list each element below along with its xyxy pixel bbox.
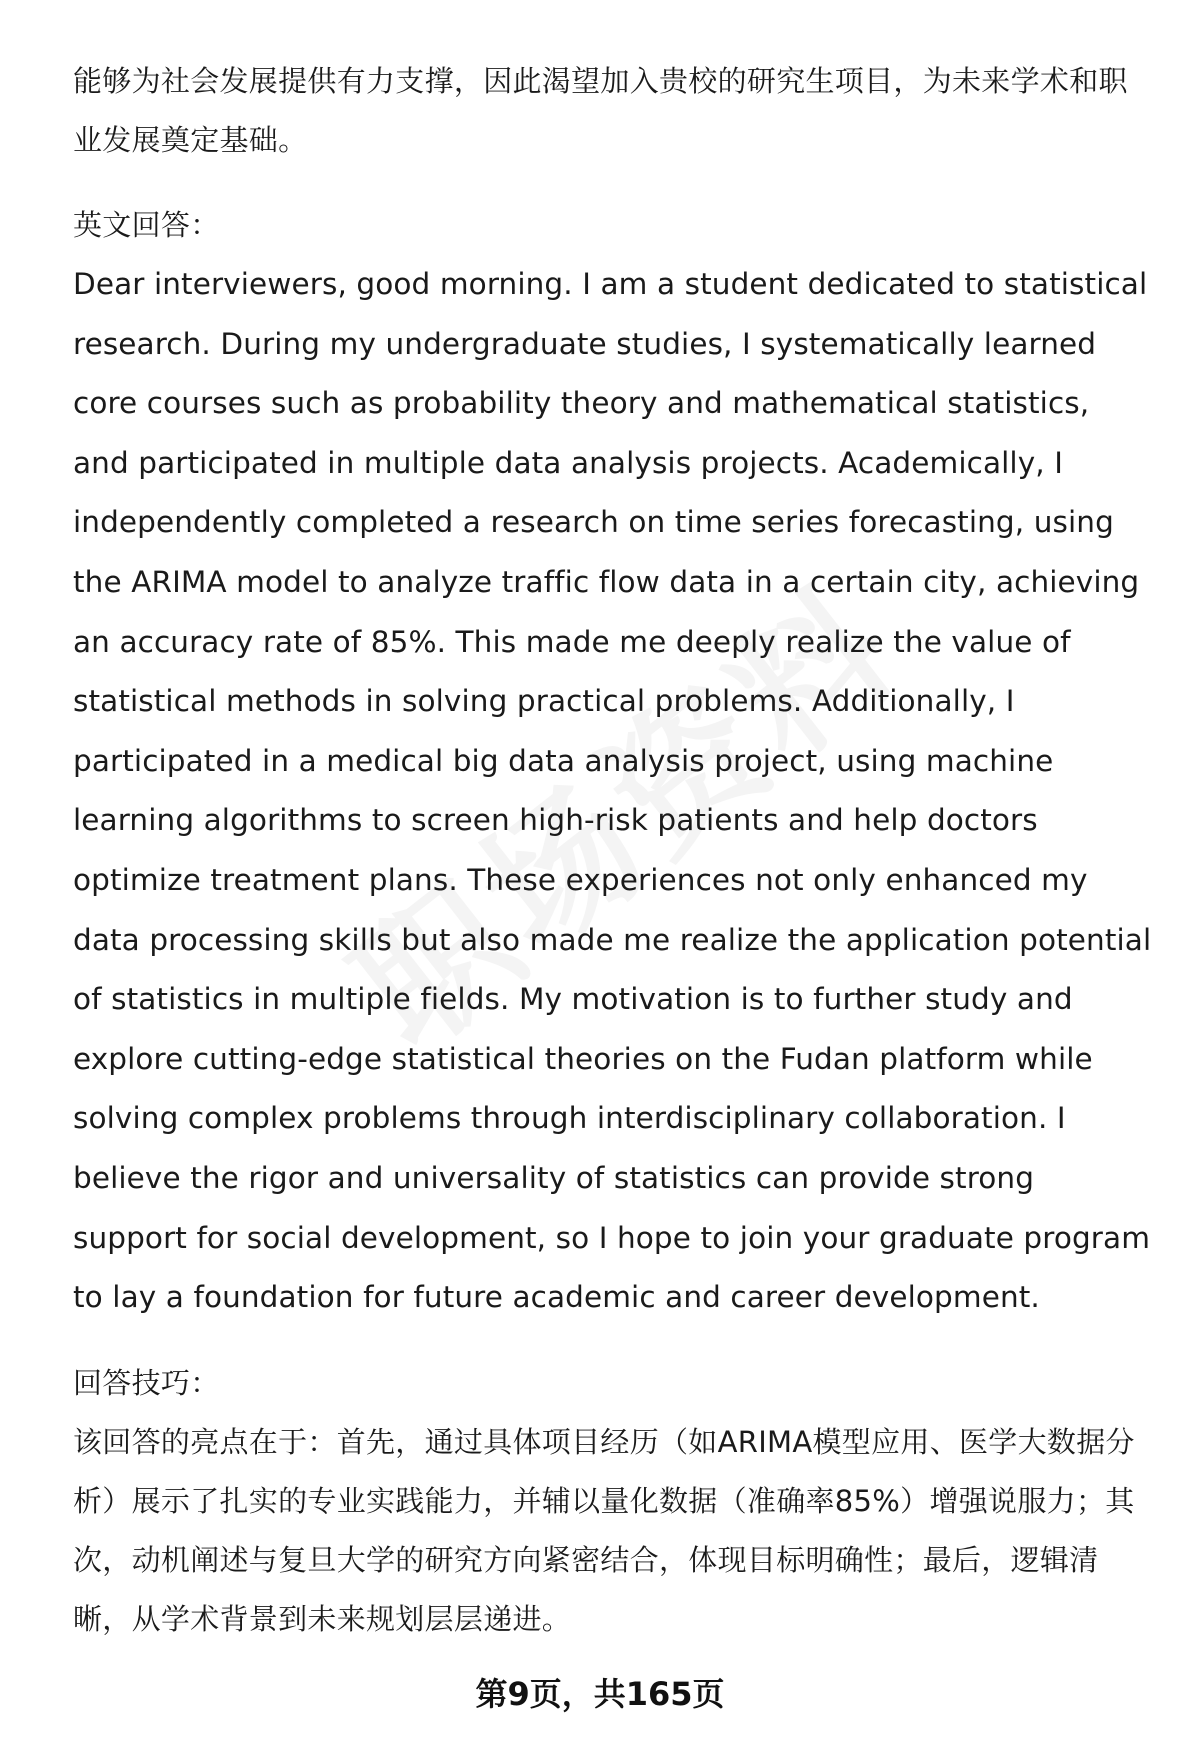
page-content <box>73 52 1153 1649</box>
english-answer-heading: 英文回答： <box>73 208 220 242</box>
page-footer: 第9页，共165页 <box>475 1675 725 1713</box>
intro-tail-paragraph: 能够为社会发展提供有力支撑，因此渴望加入贵校的研究生项目，为未来学术和职业发展奠定基础。 <box>73 64 1128 157</box>
english-answer-paragraph: Dear interviewers, good morning. I am a student dedicated to statistical research. During my undergraduate studies, I systematically learned core courses such as probability theory and mathematical statistics, and participated in multiple data analysis projects. Academically, I independently completed a research on time series forecasting, using the ARIMA model to analyze traffic flow data in a certain city, achieving an accuracy rate of 85%. This made me deeply realize the value of statistical methods in solving practical problems. Additionally, I participated in a medical big data analysis project, using machine learning algorithms to screen high-risk patients and help doctors optimize treatment plans. These experiences not only enhanced my data processing skills but also made me realize the application potential of statistics in multiple fields. My motivation is to further study and explore cutting-edge statistical theories on the Fudan platform while solving complex problems through interdisciplinary collaboration. I believe the rigor and universality of statistics can provide strong support for social development, so I hope to join your graduate program to lay a foundation for future academic and career development. <box>73 267 1152 1315</box>
tips-paragraph: 该回答的亮点在于：首先，通过具体项目经历（如ARIMA模型应用、医学大数据分析）展示了扎实的专业实践能力，并辅以量化数据（准确率85%）增强说服力；其次，动机阐述与复旦大学的研究方向紧密结合，体现目标明确性；最后，逻辑清晰，从学术背景到未来规划层层递进。 <box>73 1424 1135 1636</box>
tips-heading: 回答技巧： <box>73 1365 220 1400</box>
